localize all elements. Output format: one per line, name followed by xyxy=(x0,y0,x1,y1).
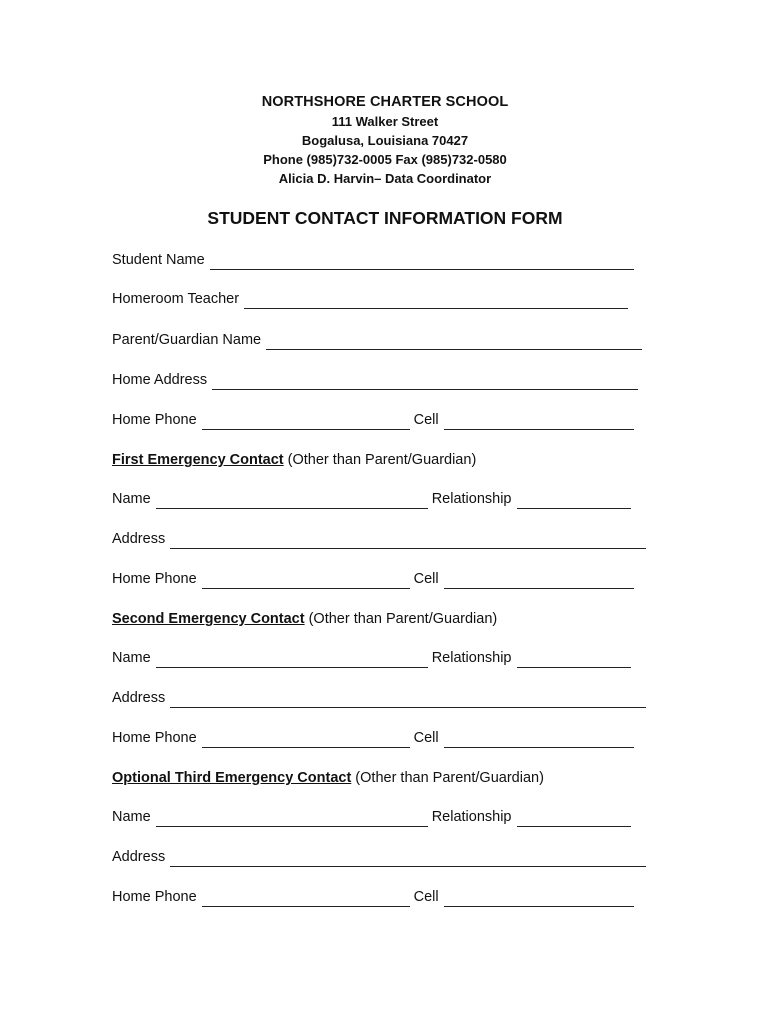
home-address-label: Home Address xyxy=(112,372,208,388)
third-contact-cell-field[interactable] xyxy=(444,893,634,907)
home-phone-label: Home Phone xyxy=(112,412,197,428)
parent-name-row xyxy=(112,330,646,350)
first-contact-heading-row xyxy=(112,450,476,470)
third-contact-note: (Other than Parent/Guardian) xyxy=(351,770,544,786)
first-contact-name-row xyxy=(112,489,635,509)
second-contact-home-phone-field[interactable] xyxy=(202,734,410,748)
student-name-row xyxy=(112,250,638,270)
school-name: NORTHSHORE CHARTER SCHOOL xyxy=(261,94,509,110)
student-name-field[interactable] xyxy=(210,256,634,270)
city-state-zip: Bogalusa, Louisiana 70427 xyxy=(301,133,469,148)
third-contact-phone-row xyxy=(112,887,638,907)
second-contact-name-row xyxy=(112,648,635,668)
home-address-field[interactable] xyxy=(212,376,638,390)
first-contact-cell-label: Cell xyxy=(413,571,439,587)
second-contact-heading: Second Emergency Contact xyxy=(112,611,305,627)
data-coordinator: Alicia D. Harvin– Data Coordinator xyxy=(278,171,492,186)
third-contact-relationship-label: Relationship xyxy=(431,809,512,825)
first-contact-cell-field[interactable] xyxy=(444,575,634,589)
cell-label: Cell xyxy=(413,412,439,428)
third-contact-cell-label: Cell xyxy=(413,889,439,905)
second-contact-heading-row xyxy=(112,609,497,629)
third-contact-address-label: Address xyxy=(112,849,166,865)
first-contact-relationship-field[interactable] xyxy=(517,495,631,509)
student-name-label: Student Name xyxy=(112,252,205,268)
third-contact-address-field[interactable] xyxy=(170,853,646,867)
homeroom-teacher-label: Homeroom Teacher xyxy=(112,291,240,307)
homeroom-teacher-field[interactable] xyxy=(244,295,628,309)
second-contact-relationship-field[interactable] xyxy=(517,654,631,668)
first-contact-home-phone-field[interactable] xyxy=(202,575,410,589)
parent-name-field[interactable] xyxy=(266,336,642,350)
second-contact-cell-label: Cell xyxy=(413,730,439,746)
second-contact-name-field[interactable] xyxy=(156,654,428,668)
cell-field[interactable] xyxy=(444,416,634,430)
third-contact-name-label: Name xyxy=(112,809,151,825)
first-contact-name-field[interactable] xyxy=(156,495,428,509)
third-contact-heading-row xyxy=(112,768,544,788)
third-contact-name-field[interactable] xyxy=(156,813,428,827)
first-contact-address-row xyxy=(112,529,650,549)
home-phone-field[interactable] xyxy=(202,416,410,430)
second-contact-address-field[interactable] xyxy=(170,694,646,708)
third-contact-home-phone-label: Home Phone xyxy=(112,889,197,905)
first-contact-address-label: Address xyxy=(112,531,166,547)
first-contact-note: (Other than Parent/Guardian) xyxy=(283,452,477,468)
first-contact-relationship-label: Relationship xyxy=(431,491,512,507)
phone-fax: Phone (985)732-0005 Fax (985)732-0580 xyxy=(263,152,507,167)
second-contact-cell-field[interactable] xyxy=(444,734,634,748)
second-contact-address-row xyxy=(112,688,650,708)
form-title: STUDENT CONTACT INFORMATION FORM xyxy=(207,208,563,228)
third-contact-name-row xyxy=(112,807,635,827)
home-phone-row xyxy=(112,410,638,430)
first-contact-heading: First Emergency Contact xyxy=(112,452,284,468)
second-contact-relationship-label: Relationship xyxy=(431,650,512,666)
street-address: 111 Walker Street xyxy=(331,114,439,129)
second-contact-phone-row xyxy=(112,728,638,748)
letterhead xyxy=(0,92,770,188)
second-contact-note: (Other than Parent/Guardian) xyxy=(304,611,498,627)
first-contact-phone-row xyxy=(112,569,638,589)
second-contact-name-label: Name xyxy=(112,650,151,666)
first-contact-address-field[interactable] xyxy=(170,535,646,549)
parent-name-label: Parent/Guardian Name xyxy=(112,332,262,348)
homeroom-teacher-row xyxy=(112,289,632,309)
third-contact-home-phone-field[interactable] xyxy=(202,893,410,907)
third-contact-heading: Optional Third Emergency Contact xyxy=(112,770,352,786)
first-contact-home-phone-label: Home Phone xyxy=(112,571,197,587)
first-contact-name-label: Name xyxy=(112,491,151,507)
second-contact-home-phone-label: Home Phone xyxy=(112,730,197,746)
second-contact-address-label: Address xyxy=(112,690,166,706)
third-contact-relationship-field[interactable] xyxy=(517,813,631,827)
home-address-row xyxy=(112,370,642,390)
third-contact-address-row xyxy=(112,847,650,867)
